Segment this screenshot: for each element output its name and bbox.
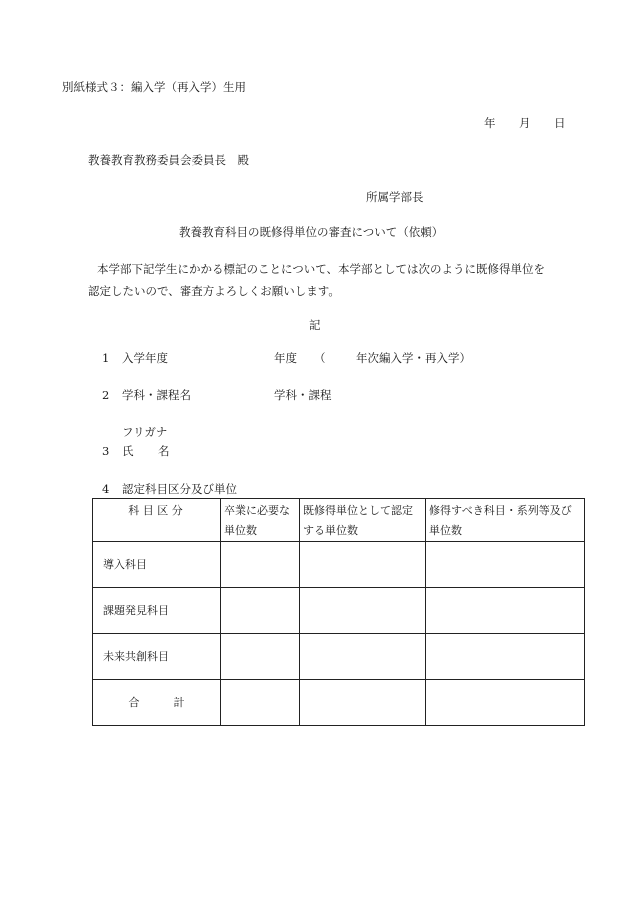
item-1-year-suffix: 年度 <box>274 351 297 365</box>
header-recognized-credits: 既修得単位として認定する単位数 <box>300 499 426 542</box>
cell-input[interactable] <box>221 542 300 588</box>
cell-input[interactable] <box>426 542 585 588</box>
table-row <box>93 634 585 680</box>
item-2-label: 学科・課程名 <box>122 388 191 402</box>
subject-title: 教養教育科目の既修得単位の審査について（依頼） <box>179 225 444 239</box>
item-3-label-b: 名 <box>158 444 170 458</box>
addressee: 教養教育教務委員会委員長 殿 <box>88 153 249 167</box>
row-label-intro: 導入科目 <box>93 542 221 588</box>
form-id: 別紙様式３：編入学（再入学）生用 <box>62 80 246 94</box>
item-2-value: 学科・課程 <box>274 388 332 402</box>
cell-input[interactable] <box>426 634 585 680</box>
cell-input[interactable] <box>300 542 426 588</box>
table-total-row <box>93 680 585 726</box>
date-month: 月 <box>519 116 531 130</box>
item-3-num: 3 <box>102 444 110 458</box>
item-4-label: 認定科目区分及び単位 <box>122 482 237 496</box>
item-2-num: 2 <box>102 388 110 402</box>
sender: 所属学部長 <box>366 190 424 204</box>
ki-heading: 記 <box>309 318 321 332</box>
credit-table <box>92 498 585 726</box>
cell-input[interactable] <box>300 634 426 680</box>
item-4-num: 4 <box>102 482 110 496</box>
item-1-paren: （ <box>314 351 326 365</box>
item-3-label-a: 氏 <box>122 444 134 458</box>
cell-input[interactable] <box>221 680 300 726</box>
header-remaining-credits: 修得すべき科目・系列等及び単位数 <box>426 499 585 542</box>
header-required-credits: 卒業に必要な単位数 <box>221 499 300 542</box>
table-row <box>93 542 585 588</box>
date-day: 日 <box>554 116 566 130</box>
item-1-num: 1 <box>102 351 110 365</box>
cell-input[interactable] <box>221 634 300 680</box>
item-1-type: 年次編入学・再入学） <box>356 351 471 365</box>
body-line-2: 認定したいので、審査方よろしくお願いします。 <box>88 284 340 298</box>
header-subject-category: 科 目 区 分 <box>93 499 221 542</box>
date-year: 年 <box>484 116 496 130</box>
table-row <box>93 588 585 634</box>
row-label-discovery: 課題発見科目 <box>93 588 221 634</box>
item-3-furigana: フリガナ <box>122 425 168 439</box>
table-header-row <box>93 499 585 542</box>
cell-input[interactable] <box>300 588 426 634</box>
row-label-cocreation: 未来共創科目 <box>93 634 221 680</box>
row-label-total: 合 計 <box>93 680 221 726</box>
item-1-label: 入学年度 <box>122 351 168 365</box>
cell-input[interactable] <box>426 680 585 726</box>
cell-input[interactable] <box>221 588 300 634</box>
cell-input[interactable] <box>426 588 585 634</box>
body-line-1: 本学部下記学生にかかる標記のことについて、本学部としては次のように既修得単位を <box>97 262 546 276</box>
cell-input[interactable] <box>300 680 426 726</box>
